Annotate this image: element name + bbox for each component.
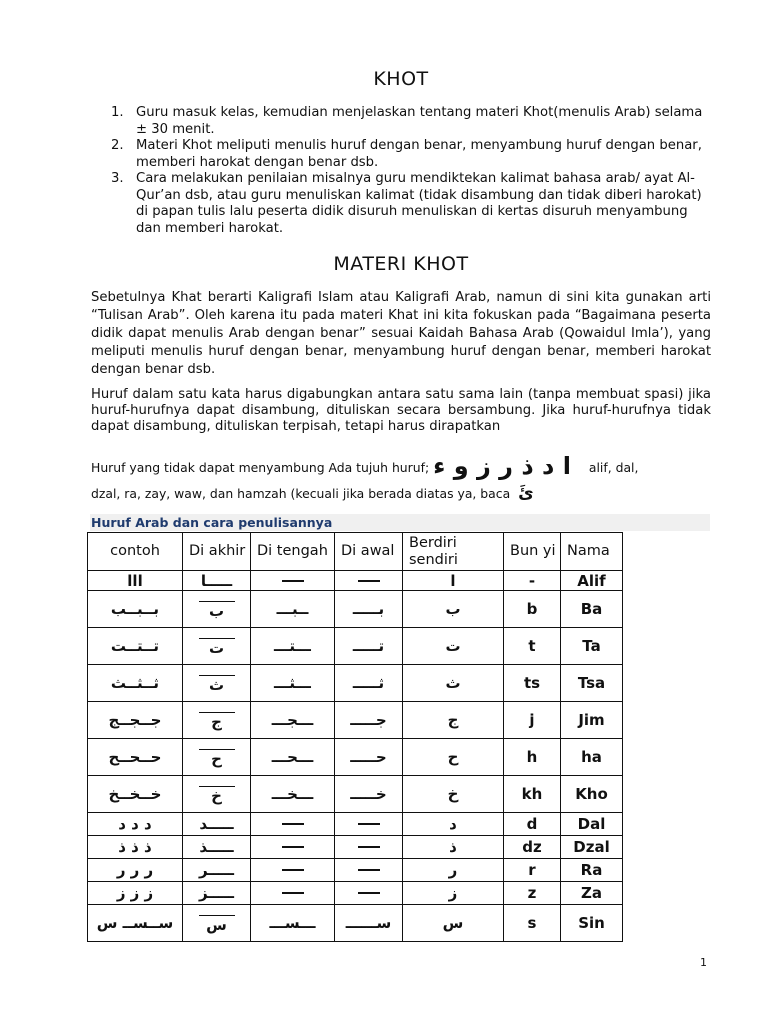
cell-awal xyxy=(335,882,403,905)
cell-tengah: ـــســـ xyxy=(251,905,335,942)
cell-awal xyxy=(335,836,403,859)
page-number: 1 xyxy=(700,956,707,969)
table-row xyxy=(88,591,623,628)
table-row xyxy=(88,859,623,882)
col-sendiri: Berdiri sendiri xyxy=(403,533,504,571)
table-row xyxy=(88,813,623,836)
akhir-stack xyxy=(183,712,250,729)
cell-contoh: تــتــت xyxy=(88,628,183,665)
akhir-stack xyxy=(183,601,250,618)
cell-contoh: بــبــب xyxy=(88,591,183,628)
empty-dash xyxy=(282,869,304,871)
akhir-stack xyxy=(183,675,250,692)
list-number: 3. xyxy=(111,171,124,186)
cell-nama: Kho xyxy=(561,776,623,813)
akhir-letter: ث xyxy=(208,675,225,694)
cell-bunyi: z xyxy=(504,882,561,905)
list-number: 2. xyxy=(111,138,124,153)
cell-awal xyxy=(335,859,403,882)
arabic-letters-table xyxy=(87,532,623,942)
empty-dash xyxy=(358,846,380,848)
cell-contoh: جــجــج xyxy=(88,702,183,739)
cell-contoh: ر ر ر xyxy=(88,859,183,882)
cell-nama: Za xyxy=(561,882,623,905)
akhir-letter: ج xyxy=(211,712,222,731)
cell-sendiri: ا xyxy=(403,571,504,591)
hamzah-text: dzal, ra, zay, waw, dan hamzah (kecuali jika berada diatas ya, baca xyxy=(91,486,511,501)
col-contoh: contoh xyxy=(88,533,183,571)
cell-tengah xyxy=(251,859,335,882)
cell-bunyi: b xyxy=(504,591,561,628)
akhir-letter: ت xyxy=(208,638,225,657)
empty-dash xyxy=(358,869,380,871)
list-item xyxy=(111,171,711,237)
cell-nama: Ba xyxy=(561,591,623,628)
cell-sendiri: ت xyxy=(403,628,504,665)
cell-awal: بـــــ xyxy=(335,591,403,628)
table-row xyxy=(88,836,623,859)
table-row xyxy=(88,571,623,591)
cell-bunyi: t xyxy=(504,628,561,665)
cell-tengah: ـــحـــ xyxy=(251,739,335,776)
cell-akhir: ـــــد xyxy=(183,813,251,836)
table-header-row xyxy=(88,533,623,571)
akhir-letter: خ xyxy=(211,786,222,805)
cell-bunyi: s xyxy=(504,905,561,942)
heading-materi-khot: MATERI KHOT xyxy=(333,253,469,275)
paragraph-intro: Sebetulnya Khat berarti Kaligrafi Islam atau Kaligrafi Arab, namun di sini kita gunakan arti “Tulisan Arab”. Oleh karena itu pada materi Khat ini kita fokuskan pada “Bagaimana peserta didik dapat menulis Arab dengan benar” sesuai Kaidah Bahasa Arab (Qowaidul Imla’), yang meliputi menulis huruf dengan benar, menyambung huruf dengan benar, memberi harokat dengan benar dsb. xyxy=(91,290,711,377)
col-tengah: Di tengah xyxy=(251,533,335,571)
akhir-letter: ح xyxy=(211,749,222,768)
cell-akhir xyxy=(183,665,251,702)
cell-contoh: ســســ س xyxy=(88,905,183,942)
cell-tengah xyxy=(251,571,335,591)
akhir-stack xyxy=(183,638,250,655)
empty-dash xyxy=(358,892,380,894)
table-row xyxy=(88,905,623,942)
cell-awal xyxy=(335,571,403,591)
cell-contoh: ز ز ز xyxy=(88,882,183,905)
instruction-list xyxy=(111,105,711,237)
cell-awal xyxy=(335,813,403,836)
table-row xyxy=(88,702,623,739)
col-nama: Nama xyxy=(561,533,623,571)
akhir-letter: ب xyxy=(208,601,225,620)
col-awal: Di awal xyxy=(335,533,403,571)
akhir-stack xyxy=(183,915,250,932)
akhir-stack xyxy=(183,786,250,803)
cell-bunyi: ts xyxy=(504,665,561,702)
empty-dash xyxy=(358,580,380,582)
table-row xyxy=(88,882,623,905)
cell-awal: ســــــ xyxy=(335,905,403,942)
hamzah-ya-letter: ئَ xyxy=(518,483,534,503)
cell-nama: Dzal xyxy=(561,836,623,859)
list-text: Cara melakukan penilaian misalnya guru mendiktekan kalimat bahasa arab/ ayat Al-Qur’an dsb, atau guru menuliskan kalimat (tidak disambung dan tidak diberi harokat) di papan tulis lalu peserta didik disuruh menuliskan di kertas disuruh menyambung dan memberi harokat. xyxy=(136,171,702,236)
cell-sendiri: ر xyxy=(403,859,504,882)
cell-sendiri: ح xyxy=(403,739,504,776)
cell-akhir xyxy=(183,739,251,776)
cell-nama: Tsa xyxy=(561,665,623,702)
table-body xyxy=(88,571,623,942)
empty-dash xyxy=(282,892,304,894)
cell-awal: حـــــ xyxy=(335,739,403,776)
cell-contoh: د د د xyxy=(88,813,183,836)
cell-sendiri: ج xyxy=(403,702,504,739)
cell-sendiri: ث xyxy=(403,665,504,702)
cell-akhir xyxy=(183,628,251,665)
heading-khot: KHOT xyxy=(373,68,429,90)
empty-dash xyxy=(282,580,304,582)
empty-dash xyxy=(358,823,380,825)
cell-tengah: ــبـــ xyxy=(251,591,335,628)
cell-contoh: ااا xyxy=(88,571,183,591)
cell-tengah: ـــجـــ xyxy=(251,702,335,739)
non-connecting-letters: ا د ذ ر ز و ء xyxy=(433,452,571,480)
cell-bunyi: j xyxy=(504,702,561,739)
cell-bunyi: kh xyxy=(504,776,561,813)
cell-bunyi: d xyxy=(504,813,561,836)
cell-nama: Alif xyxy=(561,571,623,591)
list-text: Guru masuk kelas, kemudian menjelaskan tentang materi Khot(menulis Arab) selama ± 30 menit. xyxy=(136,105,703,137)
cell-bunyi: r xyxy=(504,859,561,882)
empty-dash xyxy=(282,846,304,848)
list-text: Materi Khot meliputi menulis huruf dengan benar, menyambung huruf dengan benar, memberi harokat dengan benar dsb. xyxy=(136,138,702,170)
cell-akhir xyxy=(183,905,251,942)
list-item xyxy=(111,105,711,138)
cell-tengah: ـــثـــ xyxy=(251,665,335,702)
cell-contoh: ثــثــث xyxy=(88,665,183,702)
cell-contoh: ذ ذ ذ xyxy=(88,836,183,859)
cell-nama: Dal xyxy=(561,813,623,836)
cell-awal: تـــــ xyxy=(335,628,403,665)
cell-nama: Sin xyxy=(561,905,623,942)
hamzah-line xyxy=(91,483,711,503)
cell-tengah xyxy=(251,813,335,836)
cell-bunyi: - xyxy=(504,571,561,591)
table-row xyxy=(88,665,623,702)
col-akhir: Di akhir xyxy=(183,533,251,571)
col-bunyi: Bun yi xyxy=(504,533,561,571)
cell-awal: ثـــــ xyxy=(335,665,403,702)
cell-tengah xyxy=(251,836,335,859)
cell-sendiri: خ xyxy=(403,776,504,813)
paragraph-rules: Huruf dalam satu kata harus digabungkan antara satu sama lain (tanpa membuat spasi) jika huruf-hurufnya dapat disambung, dituliskan secara bersambung. Jika huruf-hurufnya tidak dapat disambung, dituliskan terpisah, tetapi harus dirapatkan xyxy=(91,387,711,434)
cell-tengah xyxy=(251,882,335,905)
cell-bunyi: dz xyxy=(504,836,561,859)
cell-nama: Jim xyxy=(561,702,623,739)
cell-nama: Ra xyxy=(561,859,623,882)
akhir-letter: س xyxy=(206,915,227,934)
cell-tengah: ـــخـــ xyxy=(251,776,335,813)
cell-akhir: ـــــذ xyxy=(183,836,251,859)
cell-nama: ha xyxy=(561,739,623,776)
cell-sendiri: د xyxy=(403,813,504,836)
cell-bunyi: h xyxy=(504,739,561,776)
cell-sendiri: ب xyxy=(403,591,504,628)
cell-sendiri: ذ xyxy=(403,836,504,859)
non-connecting-names: alif, dal, xyxy=(588,460,639,475)
cell-akhir xyxy=(183,702,251,739)
cell-awal: خـــــ xyxy=(335,776,403,813)
non-connecting-line xyxy=(91,452,711,480)
cell-nama: Ta xyxy=(561,628,623,665)
cell-akhir: ـــــز xyxy=(183,882,251,905)
cell-sendiri: س xyxy=(403,905,504,942)
akhir-stack xyxy=(183,749,250,766)
cell-sendiri: ز xyxy=(403,882,504,905)
cell-akhir xyxy=(183,591,251,628)
cell-contoh: حــحــح xyxy=(88,739,183,776)
list-number: 1. xyxy=(111,105,124,120)
empty-dash xyxy=(282,823,304,825)
table-caption: Huruf Arab dan cara penulisannya xyxy=(91,515,333,530)
non-connecting-text: Huruf yang tidak dapat menyambung Ada tujuh huruf; xyxy=(91,460,430,475)
cell-akhir: ـــــر xyxy=(183,859,251,882)
table-row xyxy=(88,776,623,813)
cell-akhir: ـــــا xyxy=(183,571,251,591)
cell-tengah: ـــتـــ xyxy=(251,628,335,665)
list-item xyxy=(111,138,711,171)
table-row xyxy=(88,628,623,665)
cell-awal: جـــــ xyxy=(335,702,403,739)
table-row xyxy=(88,739,623,776)
cell-contoh: خــخــخ xyxy=(88,776,183,813)
cell-akhir xyxy=(183,776,251,813)
